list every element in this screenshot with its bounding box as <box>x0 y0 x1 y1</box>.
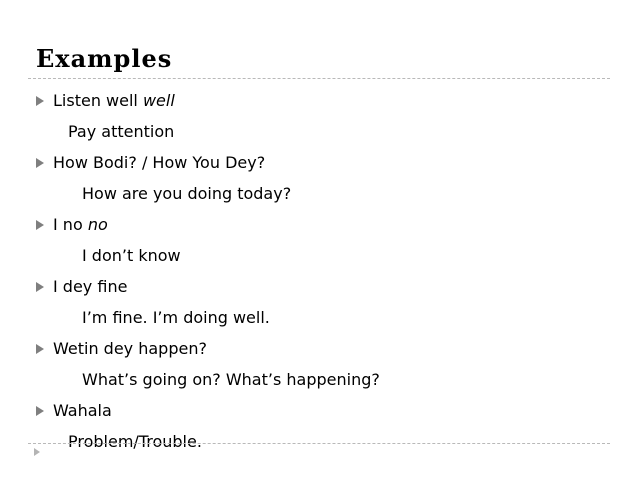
bullet-triangle-icon <box>36 344 44 354</box>
meaning: I’m fine. I’m doing well. <box>82 308 270 327</box>
bullet-triangle-icon <box>36 158 44 168</box>
meaning: Pay attention <box>68 122 175 141</box>
title-divider <box>28 78 610 79</box>
list-item <box>34 147 610 178</box>
footer-divider <box>28 443 610 444</box>
next-slide-icon[interactable] <box>34 448 40 456</box>
phrase: I no <box>53 215 88 234</box>
bullet-triangle-icon <box>36 96 44 106</box>
bullet-triangle-icon <box>36 282 44 292</box>
list-item <box>34 271 610 302</box>
phrase: Listen well <box>53 91 143 110</box>
bullet-triangle-icon <box>36 220 44 230</box>
bullet-triangle-icon <box>36 406 44 416</box>
phrase: I dey fine <box>53 277 128 296</box>
phrase-italic: well <box>142 91 175 110</box>
list-item <box>34 209 610 240</box>
phrase: How Bodi? / How You Dey? <box>53 153 266 172</box>
slide-title: Examples <box>36 44 173 73</box>
list-item <box>34 85 610 116</box>
meaning: I don’t know <box>82 246 181 265</box>
phrase-italic: no <box>87 215 108 234</box>
meaning: What’s going on? What’s happening? <box>82 370 380 389</box>
meaning: Problem/Trouble. <box>68 432 202 451</box>
meaning: How are you doing today? <box>82 184 292 203</box>
phrase: Wetin dey happen? <box>53 339 207 358</box>
list-item <box>34 333 610 364</box>
phrase: Wahala <box>53 401 112 420</box>
examples-list <box>34 85 610 457</box>
list-item <box>34 395 610 426</box>
